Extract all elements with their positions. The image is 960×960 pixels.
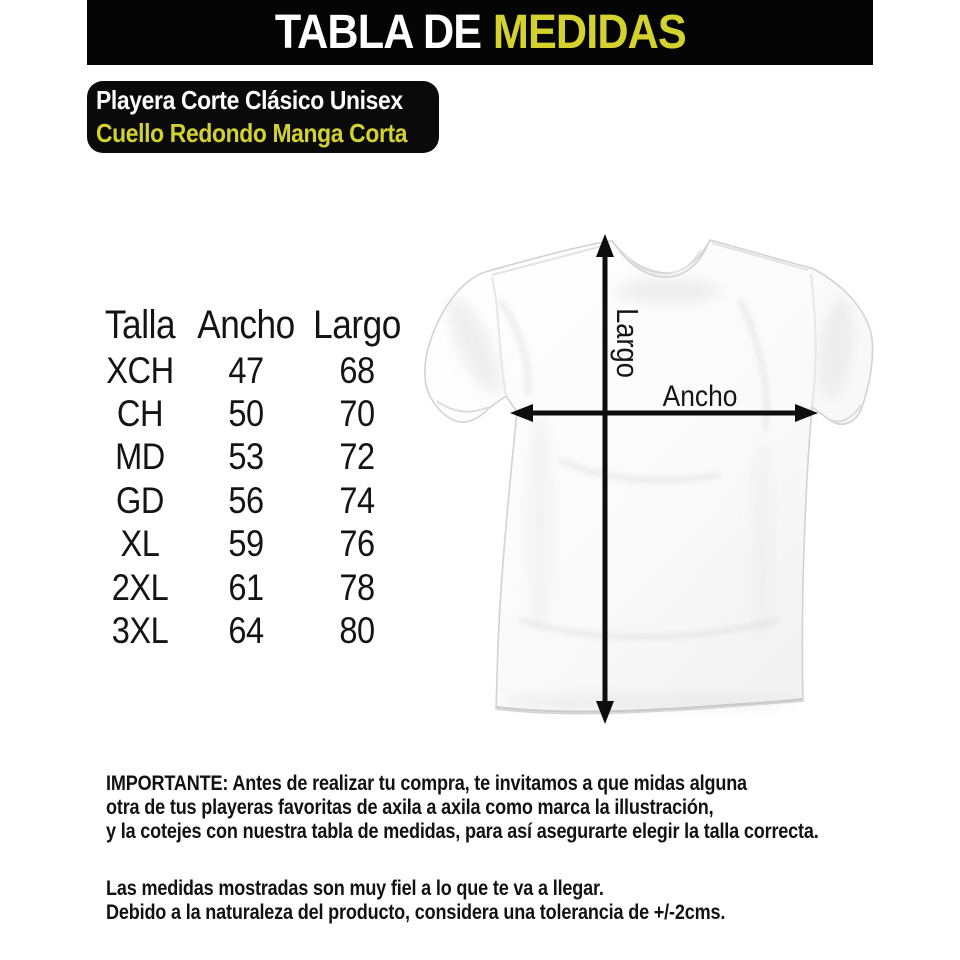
- cell-ancho: 61: [228, 566, 264, 608]
- tshirt-illustration: [425, 240, 873, 714]
- cell-largo: 78: [339, 566, 375, 608]
- page-title-white: TABLA DE: [274, 5, 481, 59]
- note-line: y la cotejes con nuestra tabla de medidas, para así asegurarte elegir la talla correcta.: [106, 820, 819, 843]
- page-title-accent: MEDIDAS: [492, 5, 686, 59]
- cell-ancho: 47: [228, 349, 264, 391]
- cell-ancho: 53: [228, 436, 264, 478]
- col-header-ancho: Ancho: [197, 303, 295, 347]
- tolerance-note: [106, 877, 846, 925]
- cell-talla: MD: [115, 436, 165, 478]
- cell-talla: CH: [116, 393, 164, 435]
- product-line-1: Playera Corte Clásico Unisex: [96, 85, 403, 115]
- cell-talla: 2XL: [111, 566, 169, 608]
- length-label: Largo: [609, 308, 644, 378]
- width-label: Ancho: [662, 378, 738, 413]
- cell-ancho: 59: [228, 523, 264, 565]
- note-line: IMPORTANTE: Antes de realizar tu compra, te invitamos a que midas alguna: [106, 772, 747, 795]
- important-note: [106, 772, 846, 844]
- product-line-2: Cuello Redondo Manga Corta: [96, 118, 408, 148]
- col-header-largo: Largo: [313, 303, 401, 347]
- cell-talla: XCH: [106, 349, 174, 391]
- cell-ancho: 64: [228, 610, 264, 652]
- cell-largo: 74: [339, 479, 375, 521]
- cell-largo: 80: [339, 610, 375, 652]
- cell-largo: 70: [339, 393, 375, 435]
- cell-talla: GD: [116, 479, 164, 521]
- note-line: Las medidas mostradas son muy fiel a lo que te va a llegar.: [106, 877, 604, 900]
- note-line: Debido a la naturaleza del producto, considera una tolerancia de +/-2cms.: [106, 901, 726, 924]
- col-header-talla: Talla: [104, 303, 176, 347]
- cell-largo: 68: [339, 349, 375, 391]
- cell-ancho: 50: [228, 393, 264, 435]
- note-line: otra de tus playeras favoritas de axila a axila como marca la illustración,: [106, 796, 714, 819]
- cell-ancho: 56: [228, 479, 264, 521]
- cell-largo: 76: [339, 523, 375, 565]
- cell-talla: XL: [120, 523, 160, 565]
- cell-largo: 72: [339, 436, 375, 478]
- cell-talla: 3XL: [111, 610, 169, 652]
